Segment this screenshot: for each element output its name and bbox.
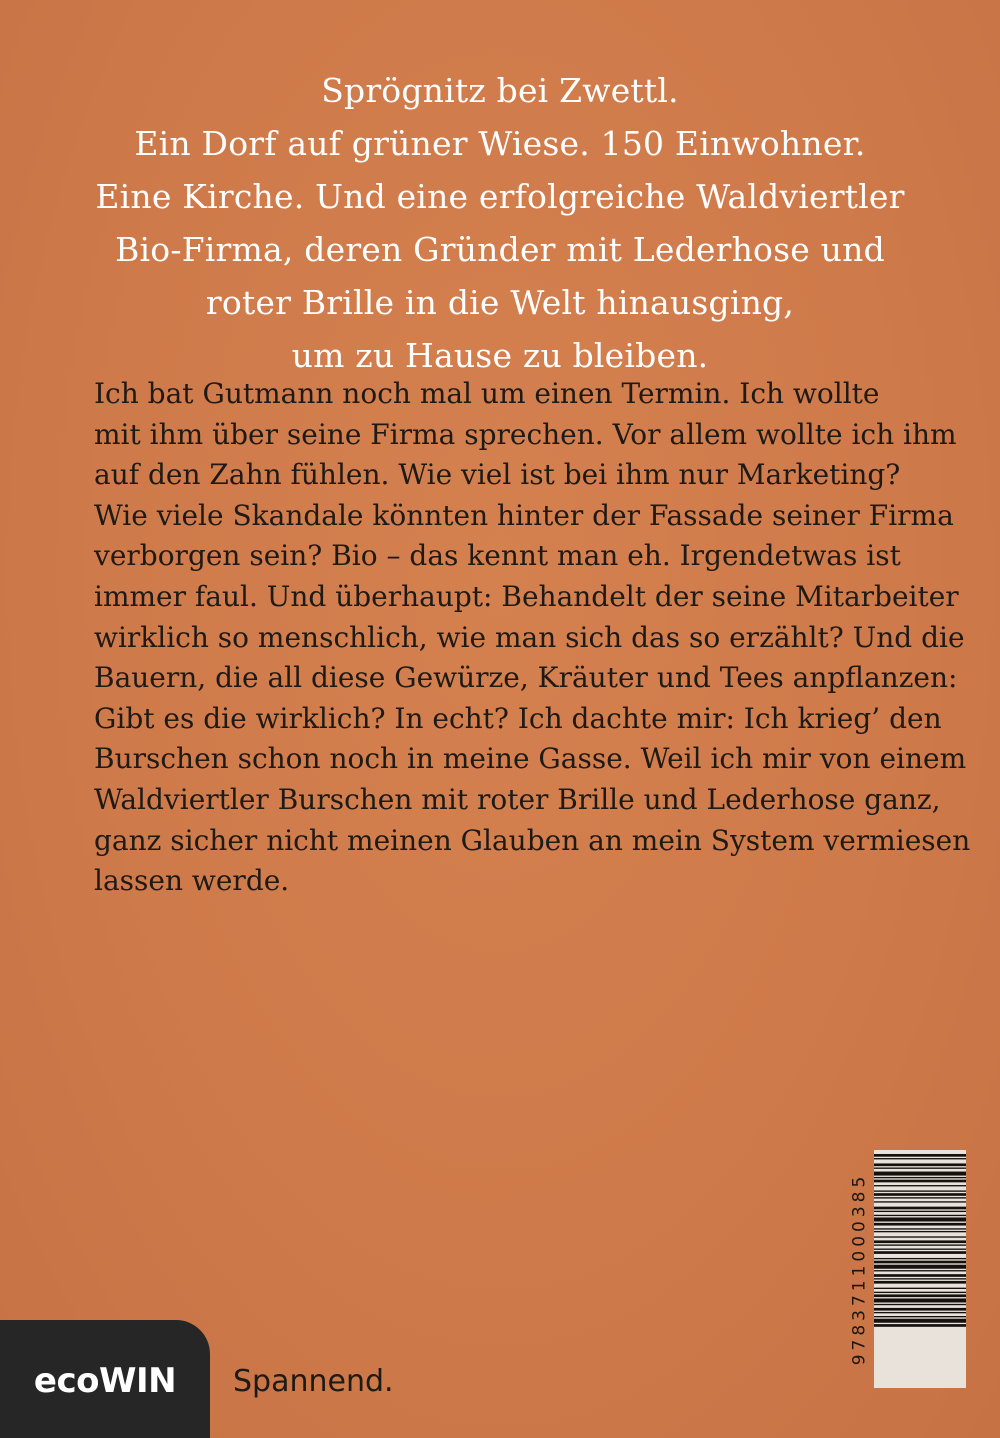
barcode-bar — [874, 1190, 966, 1191]
barcode-bar — [874, 1168, 966, 1169]
blurb-line: Ein Dorf auf grüner Wiese. 150 Einwohner. — [134, 124, 866, 163]
barcode-bar — [874, 1258, 966, 1259]
publisher-tagline: Spannend. — [233, 1364, 394, 1399]
barcode-bar — [874, 1249, 966, 1250]
barcode-bar — [874, 1278, 966, 1279]
barcode-bar — [874, 1163, 966, 1166]
barcode-bar — [874, 1215, 966, 1216]
publisher-logo-box — [0, 1320, 210, 1438]
barcode-bar — [874, 1292, 966, 1293]
excerpt-line: Ich bat Gutmann noch mal um einen Termin. Ich wollte — [94, 377, 880, 410]
blurb-line: um zu Hause zu bleiben. — [291, 336, 709, 375]
barcode-number-text: 9783711000385 — [849, 1172, 870, 1366]
barcode-bar — [874, 1308, 966, 1311]
excerpt-line: immer faul. Und überhaupt: Behandelt der seine Mitarbeiter — [94, 579, 959, 613]
excerpt-line: Burschen schon noch in meine Gasse. Weil ich mir von einem — [94, 742, 967, 776]
excerpt-paragraph — [94, 374, 971, 902]
barcode-bar — [874, 1281, 966, 1284]
barcode-bar — [874, 1265, 966, 1269]
barcode-bar — [874, 1207, 966, 1210]
blurb-line: roter Brille in die Welt hinausging, — [205, 283, 795, 322]
barcode-bars — [874, 1150, 966, 1388]
excerpt-line: auf den Zahn fühlen. Wie viel ist bei ihm nur Marketing? — [94, 458, 901, 492]
barcode-bar — [874, 1274, 966, 1277]
isbn-barcode — [846, 1150, 966, 1388]
barcode-bar — [874, 1172, 966, 1176]
barcode-bar — [874, 1158, 966, 1159]
barcode-number — [846, 1150, 872, 1388]
barcode-bar — [874, 1298, 966, 1302]
barcode-bar — [874, 1177, 966, 1178]
excerpt-line: Bauern, die all diese Gewürze, Kräuter und Tees anpflanzen: — [94, 661, 958, 695]
blurb-line: Sprögnitz bei Zwettl. — [321, 71, 679, 110]
blurb-line: Bio-Firma, deren Gründer mit Lederhose und — [115, 230, 885, 269]
publisher-logo: ecoWIN — [33, 1361, 177, 1401]
barcode-bar — [874, 1193, 966, 1196]
barcode-bar — [874, 1217, 966, 1221]
barcode-bar — [874, 1154, 966, 1157]
excerpt-line: lassen werde. — [94, 864, 290, 898]
barcode-bar — [874, 1316, 966, 1317]
barcode-bar — [874, 1185, 966, 1186]
barcode-bar — [874, 1244, 966, 1245]
barcode-bar — [874, 1261, 966, 1264]
excerpt-line: wirklich so menschlich, wie man sich das so erzählt? Und die — [94, 620, 965, 654]
barcode-bar — [874, 1240, 966, 1243]
excerpt-line: mit ihm über seine Firma sprechen. Vor allem wollte ich ihm — [94, 417, 957, 451]
barcode-bar — [874, 1211, 966, 1212]
barcode-bar — [874, 1223, 966, 1226]
barcode-bar — [874, 1304, 966, 1305]
excerpt-line: Wie viele Skandale könnten hinter der Fassade seiner Firma — [94, 498, 954, 532]
excerpt-line: Waldviertler Burschen mit roter Brille und Lederhose ganz, — [94, 782, 941, 816]
excerpt-line: verborgen sein? Bio – das kennt man eh. Irgendetwas ist — [94, 539, 901, 573]
barcode-bar — [874, 1312, 966, 1313]
barcode-bar — [874, 1270, 966, 1271]
barcode-bar — [874, 1201, 966, 1202]
barcode-bar — [874, 1228, 966, 1229]
excerpt-line: Gibt es die wirklich? In echt? Ich dachte mir: Ich krieg’ den — [94, 701, 942, 735]
barcode-bar — [874, 1231, 966, 1232]
barcode-bar — [874, 1251, 966, 1254]
barcode-bar — [874, 1324, 966, 1327]
blurb-line: Eine Kirche. Und eine erfolgreiche Waldviertler — [95, 177, 905, 216]
excerpt-line: ganz sicher nicht meinen Glauben an mein System vermiesen — [94, 823, 971, 857]
barcode-bar — [874, 1288, 966, 1289]
cover-blurb — [0, 64, 1000, 382]
barcode-bar — [874, 1294, 966, 1297]
barcode-bar — [874, 1236, 966, 1237]
barcode-bar — [874, 1180, 966, 1183]
barcode-bar — [874, 1197, 966, 1198]
barcode-bar — [874, 1319, 966, 1323]
